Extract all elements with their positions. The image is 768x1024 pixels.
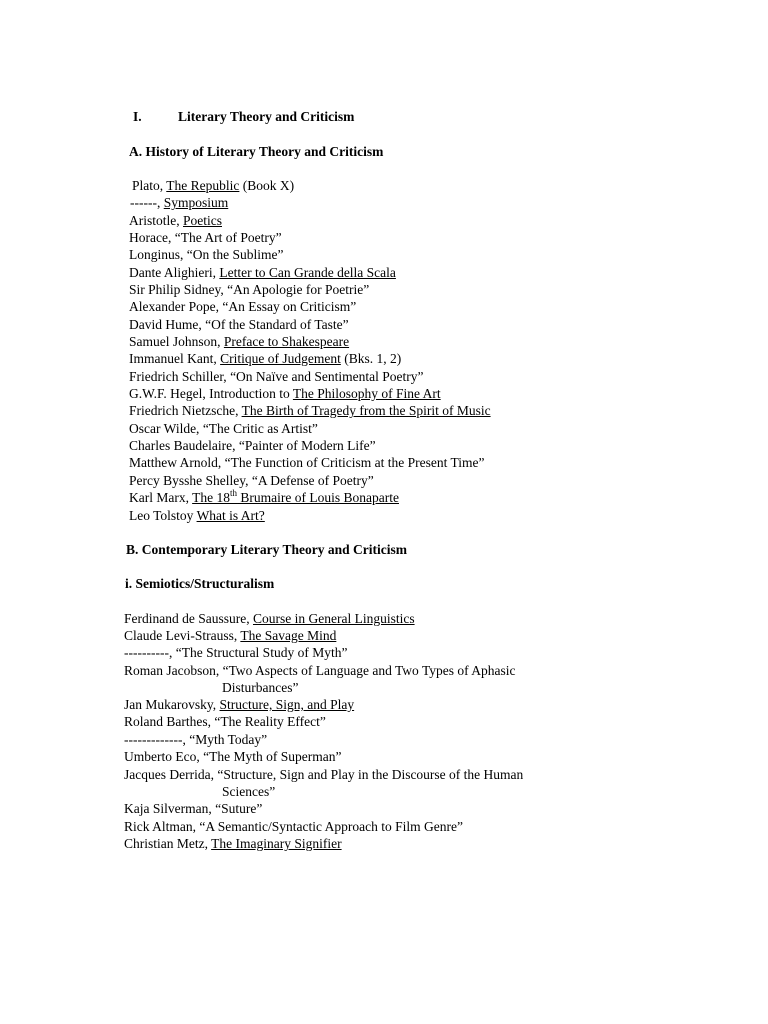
entry-author: Aristotle, xyxy=(129,213,183,228)
entry-note: “The Critic as Artist” xyxy=(202,421,318,436)
entry-author: Longinus, xyxy=(129,247,187,262)
list-item xyxy=(129,437,376,454)
list-item xyxy=(129,350,401,367)
list-item xyxy=(124,800,262,817)
entry-author: ------, xyxy=(130,195,164,210)
entry-author: Claude Levi-Strauss, xyxy=(124,628,241,643)
list-item xyxy=(124,748,341,765)
entry-author: G.W.F. Hegel, Introduction to xyxy=(129,386,293,401)
list-item xyxy=(124,713,326,730)
entry-note: “An Essay on Criticism” xyxy=(222,299,357,314)
list-item xyxy=(129,229,282,246)
entry-note: (Bks. 1, 2) xyxy=(340,351,402,366)
list-item xyxy=(124,627,336,644)
entry-author: Roman Jacobson, xyxy=(124,663,223,678)
entry-work-title: Letter to Can Grande della Scala xyxy=(219,265,396,280)
entry-author: Kaja Silverman, xyxy=(124,801,216,816)
entry-note: “Of the Standard of Taste” xyxy=(205,317,349,332)
list-item xyxy=(124,610,415,627)
entry-note: “Two Aspects of Language and Two Types of Aphasic xyxy=(222,663,516,678)
entry-author: -------------, xyxy=(124,732,190,747)
list-item xyxy=(129,489,399,506)
entry-work-title: Preface to Shakespeare xyxy=(223,334,350,349)
entry-author: Horace, xyxy=(129,230,175,245)
list-item-continuation xyxy=(222,783,275,800)
list-item xyxy=(124,662,515,679)
entry-author: Jacques Derrida, xyxy=(124,767,218,782)
ordinal-superscript: th xyxy=(230,487,238,498)
entry-work-title: The Savage Mind xyxy=(240,628,337,643)
list-item xyxy=(129,333,349,350)
entry-note: “Suture” xyxy=(215,801,263,816)
entry-author: Roland Barthes, xyxy=(124,714,215,729)
entry-author: Rick Altman, xyxy=(124,819,200,834)
list-item xyxy=(124,818,463,835)
entry-note: “The Art of Poetry” xyxy=(174,230,282,245)
entry-author: Sir Philip Sidney, xyxy=(129,282,228,297)
list-item xyxy=(129,281,369,298)
entry-author: David Hume, xyxy=(129,317,206,332)
entry-note: “Painter of Modern Life” xyxy=(238,438,376,453)
list-item xyxy=(129,454,484,471)
entry-author: ----------, xyxy=(124,645,176,660)
entry-note: “The Function of Criticism at the Present Time” xyxy=(224,455,485,470)
entry-author: Friedrich Nietzsche, xyxy=(129,403,242,418)
entry-author: Charles Baudelaire, xyxy=(129,438,239,453)
entry-note: “The Structural Study of Myth” xyxy=(175,645,348,660)
part-b-subheading: i. Semiotics/Structuralism xyxy=(125,576,275,591)
entry-work-title xyxy=(192,487,399,505)
entry-work-title: Critique of Judgement xyxy=(220,351,341,366)
entry-author: Dante Alighieri, xyxy=(129,265,220,280)
entry-author: Samuel Johnson, xyxy=(129,334,224,349)
entry-note: “A Semantic/Syntactic Approach to Film Genre” xyxy=(199,819,463,834)
list-item xyxy=(129,316,349,333)
entry-work-title: Course in General Linguistics xyxy=(252,611,415,626)
list-item xyxy=(129,368,424,385)
entry-note: “The Myth of Superman” xyxy=(203,749,342,764)
entry-author: Leo Tolstoy xyxy=(129,508,197,523)
entry-author: Percy Bysshe Shelley, xyxy=(129,473,252,488)
entry-work-title: The Republic xyxy=(166,178,240,193)
entry-author: Ferdinand de Saussure, xyxy=(124,611,253,626)
list-item xyxy=(129,264,396,281)
entry-author: Oscar Wilde, xyxy=(129,421,203,436)
entry-author: Christian Metz, xyxy=(124,836,212,851)
entry-note: (Book X) xyxy=(239,178,295,193)
entry-work-title: What is Art? xyxy=(196,508,265,523)
part-a-heading: A. History of Literary Theory and Criticism xyxy=(129,144,384,159)
list-item xyxy=(124,644,347,661)
list-item xyxy=(130,194,228,211)
list-item xyxy=(129,472,374,489)
entry-work-title: Structure, Sign, and Play xyxy=(219,697,355,712)
entry-note: “On Naïve and Sentimental Poetry” xyxy=(230,369,424,384)
list-item xyxy=(132,177,294,194)
list-item xyxy=(129,420,318,437)
list-item xyxy=(124,696,354,713)
list-item xyxy=(124,766,523,783)
entry-author: Umberto Eco, xyxy=(124,749,204,764)
entry-author: Jan Mukarovsky, xyxy=(124,697,220,712)
list-item xyxy=(129,246,284,263)
entry-note: “A Defense of Poetry” xyxy=(251,473,374,488)
entry-author: Immanuel Kant, xyxy=(129,351,221,366)
entry-note: “Structure, Sign and Play in the Discourse of the Human xyxy=(217,767,524,782)
entry-work-title: The Philosophy of Fine Art xyxy=(292,386,441,401)
list-item xyxy=(129,212,222,229)
entry-note: “On the Sublime” xyxy=(186,247,284,262)
entry-work-title-part: Brumaire of Louis Bonaparte xyxy=(237,490,399,505)
part-b-heading: B. Contemporary Literary Theory and Criticism xyxy=(126,542,407,557)
entry-author: Karl Marx, xyxy=(129,490,193,505)
section-numeral: I. xyxy=(133,109,142,124)
section-title: Literary Theory and Criticism xyxy=(178,109,355,124)
list-item-continuation xyxy=(222,679,298,696)
entry-note: “Myth Today” xyxy=(189,732,268,747)
entry-author: Matthew Arnold, xyxy=(129,455,225,470)
entry-note: “An Apologie for Poetrie” xyxy=(227,282,370,297)
entry-work-title: The Birth of Tragedy from the Spirit of Music xyxy=(241,403,491,418)
entry-work-title: Symposium xyxy=(163,195,229,210)
list-item xyxy=(124,835,342,852)
entry-author: Friedrich Schiller, xyxy=(129,369,231,384)
entry-author: Alexander Pope, xyxy=(129,299,223,314)
entry-work-title-part: The 18 xyxy=(192,490,230,505)
entry-note: Sciences” xyxy=(222,784,276,799)
entry-note: Disturbances” xyxy=(222,680,299,695)
list-item xyxy=(129,298,356,315)
list-item xyxy=(124,731,267,748)
list-item xyxy=(129,402,491,419)
list-item xyxy=(129,507,265,524)
entry-work-title: The Imaginary Signifier xyxy=(211,836,342,851)
entry-work-title: Poetics xyxy=(183,213,222,228)
entry-author: Plato, xyxy=(132,178,167,193)
entry-note: “The Reality Effect” xyxy=(214,714,326,729)
list-item xyxy=(129,385,441,402)
